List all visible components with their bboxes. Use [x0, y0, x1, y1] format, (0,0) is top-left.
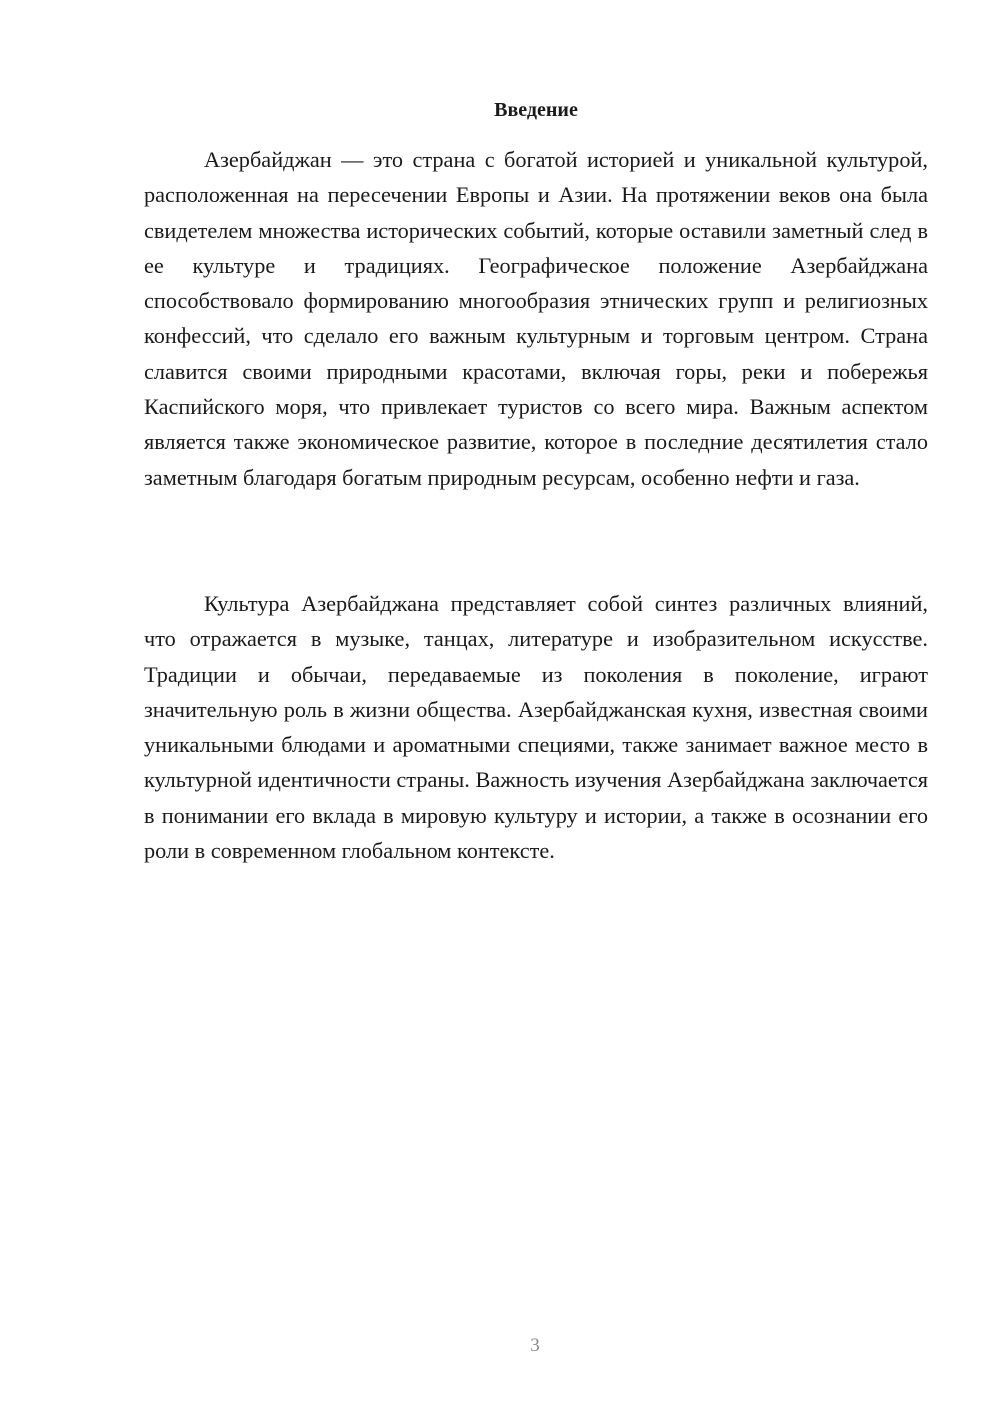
section-heading: Введение: [494, 99, 578, 121]
page-number: 3: [530, 1335, 540, 1356]
paragraph-intro: Азербайджан — это страна с богатой историей и уникальной культурой, расположенная на пересечении Европы и Азии. На протяжении веков она была свидетелем множества исторических событий, которые оставили заметный след в ее культуре и традициях. Географическое положение Азербайджана способствовало формированию многообразия этнических групп и религиозных конфессий, что сделало его важным культурным и торговым центром. Страна славится своими природными красотами, включая горы, реки и побережья Каспийского моря, что привлекает туристов со всего мира. Важным аспектом является также экономическое развитие, которое в последние десятилетия стало заметным благодаря богатым природным ресурсам, особенно нефти и газа.: [144, 147, 928, 490]
paragraph-culture: Культура Азербайджана представляет собой синтез различных влияний, что отражается в музыке, танцах, литературе и изобразительном искусстве. Традиции и обычаи, передаваемые из поколения в поколение, играют значительную роль в жизни общества. Азербайджанская кухня, известная своими уникальными блюдами и ароматными специями, также занимает важное место в культурной идентичности страны. Важность изучения Азербайджана заключается в понимании его вклада в мировую культуру и истории, а также в осознании его роли в современном глобальном контексте.: [144, 591, 928, 864]
